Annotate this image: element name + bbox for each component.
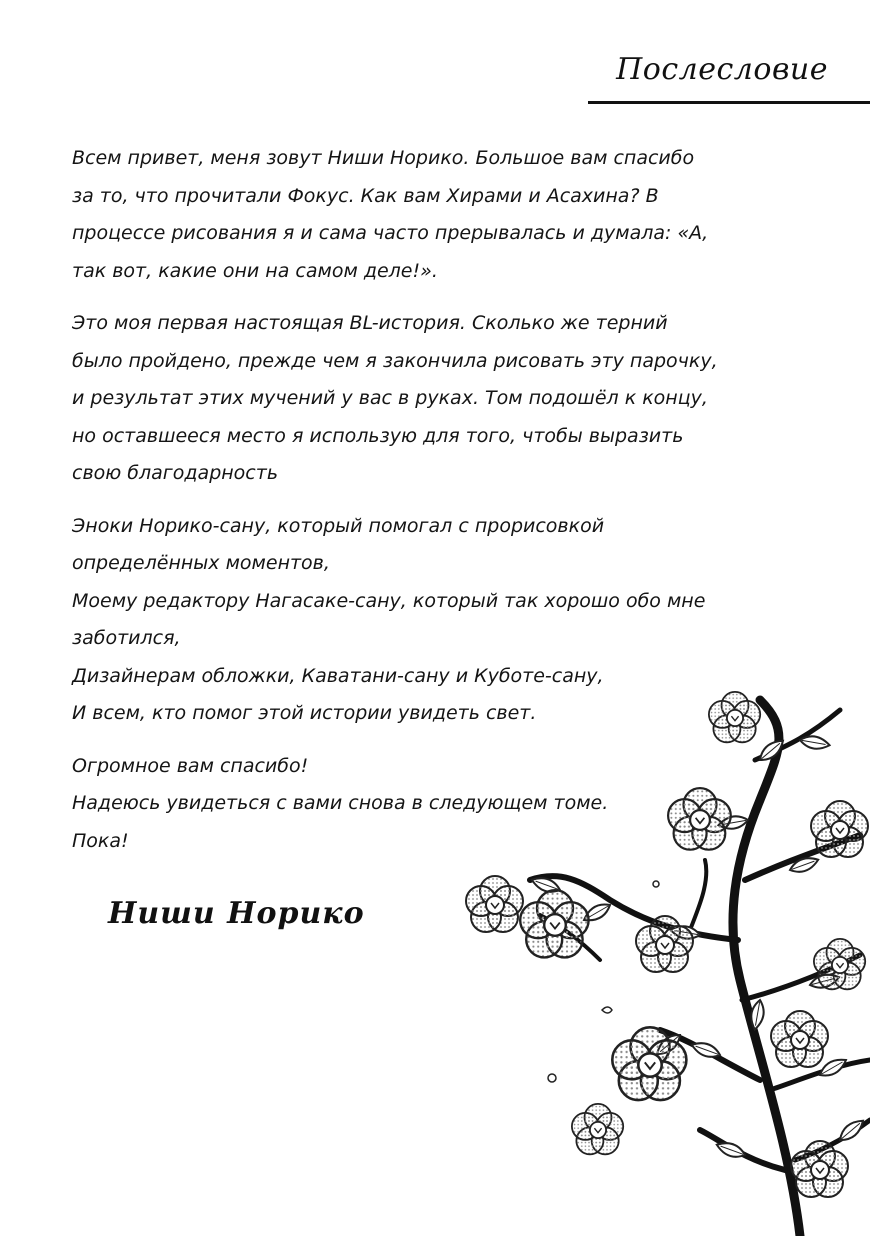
letter-line: И всем, кто помог этой истории увидеть свет. bbox=[72, 702, 537, 724]
letter-line: Моему редактору Нагасаке-сану, который так хорошо обо мне bbox=[72, 589, 706, 612]
page-title: Послесловие bbox=[616, 52, 828, 87]
title-underline bbox=[588, 101, 870, 104]
letter-line: за то, что прочитали Фокус. Как вам Хирами и Асахина? В bbox=[72, 184, 659, 207]
paragraph-story bbox=[72, 305, 732, 493]
letter-line: так вот, какие они на самом деле!». bbox=[72, 259, 438, 282]
letter-line: и результат этих мучений у вас в руках. Том подошёл к концу, bbox=[72, 387, 708, 409]
letter-line: процессе рисования я и сама часто прерывалась и думала: «А, bbox=[72, 222, 709, 244]
letter-line: Дизайнерам обложки, Каватани-сану и Куботе-сану, bbox=[72, 664, 604, 687]
letter-line: Всем привет, меня зовут Ниши Норико. Большое вам спасибо bbox=[72, 147, 695, 169]
paragraph-greeting bbox=[72, 140, 732, 290]
letter-line: Это моя первая настоящая BL-история. Сколько же терний bbox=[72, 312, 668, 334]
paragraph-farewell bbox=[72, 748, 732, 861]
letter-line: Надеюсь увидеться с вами снова в следующем томе. bbox=[72, 792, 609, 814]
letter-line: Эноки Норико-сану, который помогал с прорисовкой bbox=[72, 514, 605, 537]
letter-line: определённых моментов, bbox=[72, 552, 330, 574]
letter-line: заботился, bbox=[72, 627, 181, 649]
author-signature: Ниши Норико bbox=[108, 896, 365, 931]
paragraph-thanks bbox=[72, 508, 732, 733]
letter-line: но оставшееся место я использую для того, чтобы выразить bbox=[72, 424, 684, 447]
letter-line: было пройдено, прежде чем я закончила рисовать эту парочку, bbox=[72, 349, 718, 372]
letter-line: Огромное вам спасибо! bbox=[72, 754, 309, 777]
afterword-letter bbox=[72, 140, 732, 875]
letter-line: свою благодарность bbox=[72, 462, 279, 484]
letter-line: Пока! bbox=[72, 829, 129, 852]
